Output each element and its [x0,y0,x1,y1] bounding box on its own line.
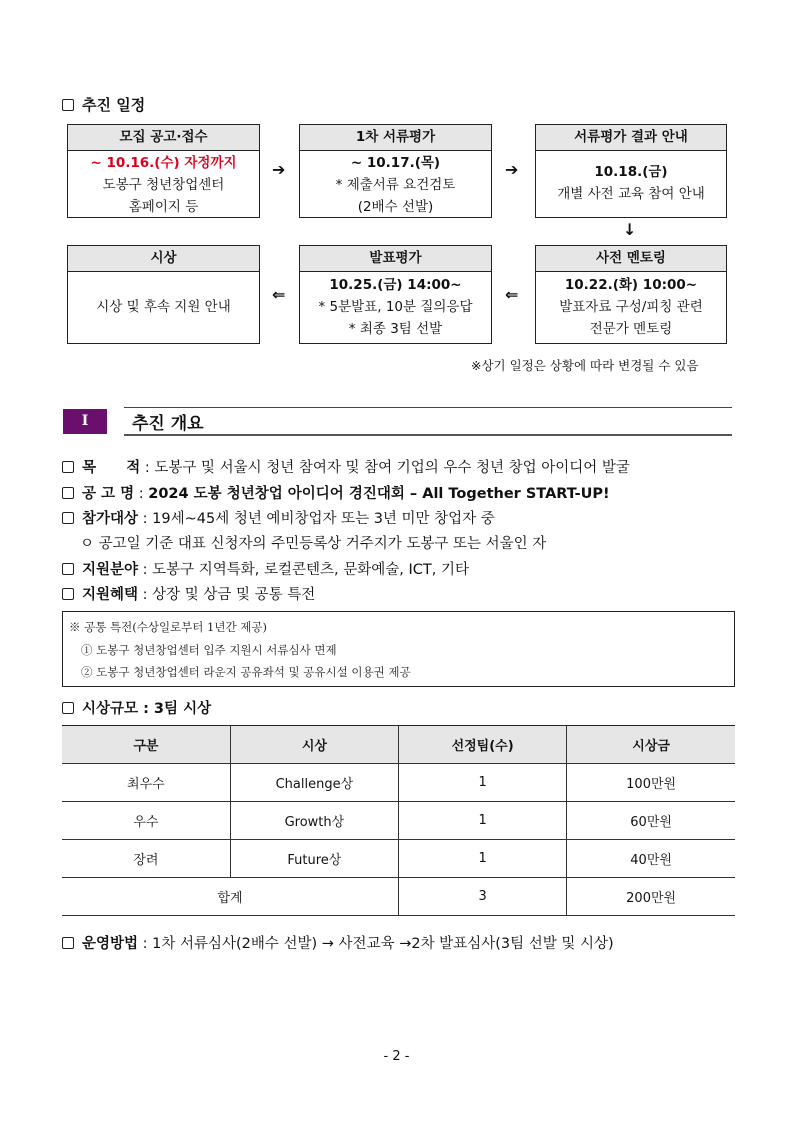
table-cell: Future상 [230,840,398,878]
box-line: 홈페이지 등 [128,199,199,215]
overview-item-benefit: 지원혜택 : 상장 및 상금 및 공통 특전 [62,583,315,604]
schedule-box-recruit [67,124,260,218]
award-table [62,725,735,916]
arrow-right-icon: ➔ [505,160,519,179]
overview-sub-bullet: ㅇ 공고일 기준 대표 신청자의 주민등록상 거주지가 도봉구 또는 서울인 자 [80,536,547,552]
table-total-row [62,878,735,916]
checkbox-icon [62,99,74,111]
box-line: ~ 10.16.(수) 자정까지 [90,155,237,171]
table-cell: 40만원 [567,840,735,878]
table-header-row [62,726,735,764]
column-header: 시상금 [567,726,735,764]
column-header: 구분 [62,726,230,764]
box-line: 10.22.(화) 10:00~ [564,277,698,293]
table-cell: 1 [399,764,567,802]
overview-item-purpose: 목 적 : 도봉구 및 서울시 청년 참여자 및 참여 기업의 우수 청년 창업 아이디어 발굴 [62,456,630,477]
table-cell: 최우수 [62,764,230,802]
table-cell: 1 [399,802,567,840]
table-cell: 1 [399,840,567,878]
checkbox-icon [62,563,74,575]
overview-item-target: 참가대상 : 19세~45세 청년 예비창업자 또는 3년 미만 창업자 중 [62,507,495,528]
section-top-rule [124,407,732,408]
section-number-badge: I [63,409,107,434]
checkbox-icon [62,461,74,473]
benefit-box [62,611,735,687]
schedule-note: ※상기 일정은 상황에 따라 변경될 수 있음 [471,358,699,373]
box-line: 도봉구 청년창업센터 [102,177,225,193]
box-line: 10.25.(금) 14:00~ [329,277,462,293]
table-row [62,802,735,840]
column-header: 선정팀(수) [399,726,567,764]
box-line: * 최종 3팀 선발 [348,321,443,337]
checkbox-icon [62,937,74,949]
benefit-title: ※ 공통 특전(수상일로부터 1년간 제공) [69,620,267,634]
box-header: 시상 [68,246,259,272]
schedule-box-doc-review [299,124,492,218]
box-header: 사전 멘토링 [536,246,726,272]
benefit-item: ② 도봉구 청년창업센터 라운지 공유좌석 및 공유시설 이용권 제공 [81,665,411,679]
arrow-left-icon: ⇐ [505,285,519,304]
table-cell: 3 [399,878,567,916]
box-header: 1차 서류평가 [300,125,491,151]
box-line: 10.18.(금) [594,164,668,180]
table-cell: 우수 [62,802,230,840]
schedule-box-result [535,124,727,218]
table-cell: 합계 [62,878,399,916]
box-header: 발표평가 [300,246,491,272]
box-line: 시상 및 후속 지원 안내 [96,299,231,315]
box-line: * 제출서류 요건검토 [335,177,456,193]
operation-method: 운영방법 : 1차 서류심사(2배수 선발) → 사전교육 →2차 발표심사(3팀 선발 및 시상) [62,932,614,953]
arrow-down-icon: ↓ [623,220,637,239]
schedule-box-mentoring [535,245,727,344]
overview-item-title: 공 고 명 : 2024 도봉 청년창업 아이디어 경진대회 – All Together START-UP! [62,482,610,503]
table-row [62,764,735,802]
arrow-left-icon: ⇐ [272,285,286,304]
box-line: ~ 10.17.(목) [350,155,441,171]
table-cell: Challenge상 [230,764,398,802]
table-row [62,840,735,878]
checkbox-icon [62,512,74,524]
page-number: - 2 - [383,1049,410,1064]
table-cell: 100만원 [567,764,735,802]
box-line: 개별 사전 교육 참여 안내 [557,186,705,202]
box-line: 발표자료 구성/피칭 관련 [559,299,703,315]
table-cell: 60만원 [567,802,735,840]
schedule-title: 추진 일정 [62,94,145,115]
box-header: 서류평가 결과 안내 [536,125,726,151]
table-cell: 장려 [62,840,230,878]
overview-item-field: 지원분야 : 도봉구 지역특화, 로컬콘텐츠, 문화예술, ICT, 기타 [62,558,469,579]
box-header: 모집 공고·접수 [68,125,259,151]
section-bottom-rule [124,434,732,436]
column-header: 시상 [230,726,398,764]
checkbox-icon [62,588,74,600]
box-line: * 5분발표, 10분 질의응답 [318,299,473,315]
box-line: 전문가 멘토링 [589,321,673,337]
arrow-right-icon: ➔ [272,160,286,179]
box-line: (2배수 선발) [357,199,434,215]
benefit-item: ① 도봉구 청년창업센터 입주 지원시 서류심사 면제 [81,643,337,657]
checkbox-icon [62,487,74,499]
checkbox-icon [62,702,74,714]
schedule-box-presentation [299,245,492,344]
table-cell: 200만원 [567,878,735,916]
award-title: 시상규모 : 3팀 시상 [62,697,211,718]
schedule-box-award [67,245,260,344]
section-title: 추진 개요 [132,414,204,434]
table-cell: Growth상 [230,802,398,840]
